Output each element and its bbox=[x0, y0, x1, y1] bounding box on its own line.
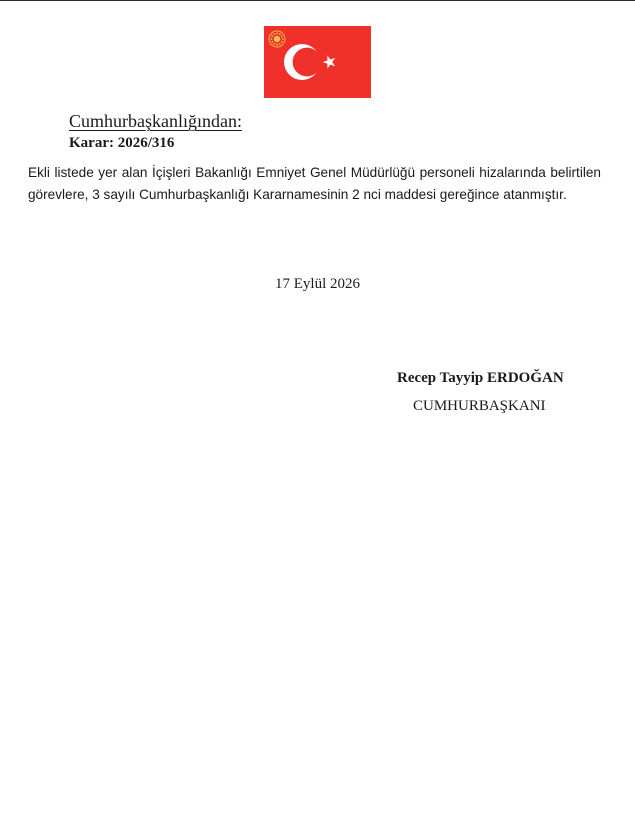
decision-date: 17 Eylül 2026 bbox=[275, 276, 360, 292]
decision-number: Karar: 2026/316 bbox=[69, 135, 175, 151]
top-border-rule bbox=[0, 0, 635, 1]
signatory-name: Recep Tayyip ERDOĞAN bbox=[397, 370, 564, 386]
issuer-heading: Cumhurbaşkanlığından: bbox=[69, 111, 242, 131]
decision-body-text: Ekli listede yer alan İçişleri Bakanlığı Emniyet Genel Müdürlüğü personeli hizalarında belirtilen görevlere, 3 sayılı Cumhurbaşkanlığı Kararnamesinin 2 nci maddesi gereğince atanmıştır. bbox=[28, 165, 601, 202]
turkish-flag-icon bbox=[264, 26, 371, 98]
signatory-title: CUMHURBAŞKANI bbox=[413, 398, 546, 414]
